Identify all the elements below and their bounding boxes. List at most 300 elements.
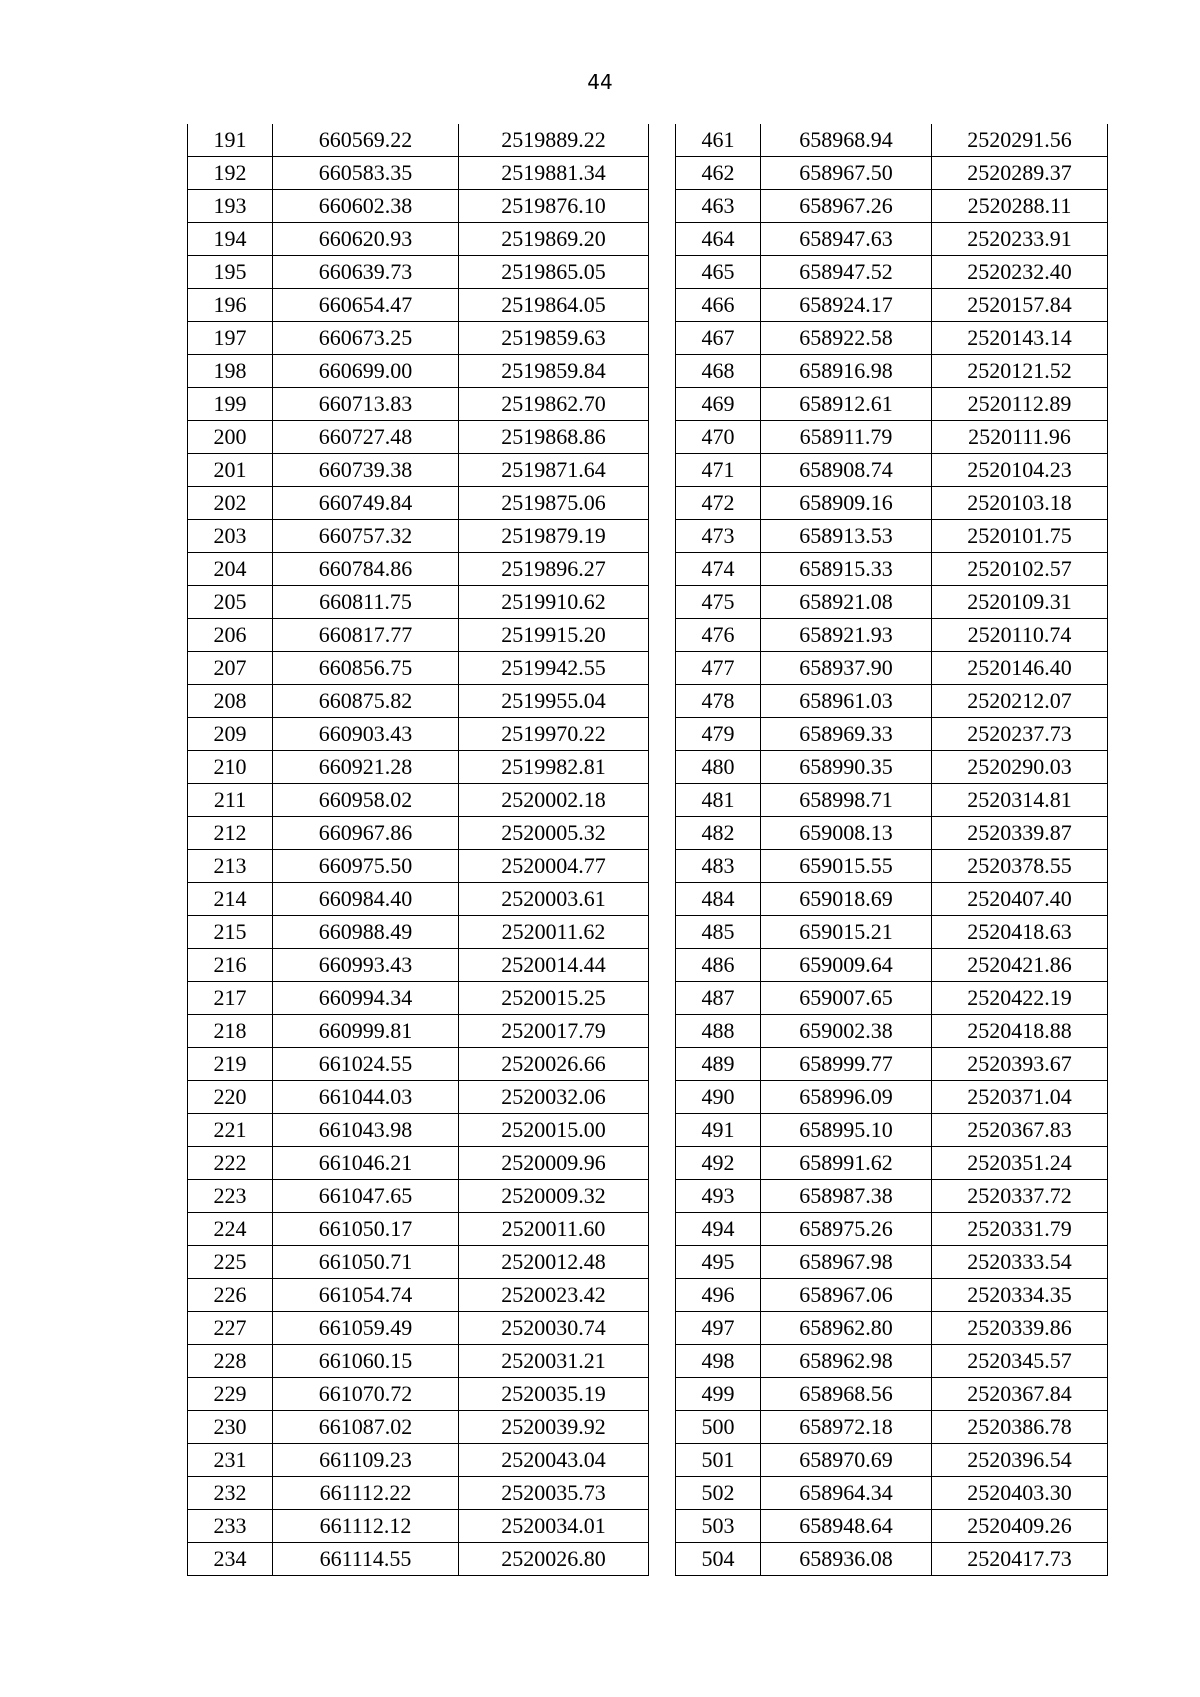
table-row	[188, 883, 649, 916]
x-coordinate-cell: 661087.02	[273, 1411, 459, 1444]
y-coordinate-cell: 2520407.40	[932, 883, 1108, 916]
table-row	[188, 1015, 649, 1048]
page-number: 44	[587, 70, 613, 94]
point-number-cell: 195	[188, 256, 273, 289]
y-coordinate-cell: 2520386.78	[932, 1411, 1108, 1444]
point-number-cell: 197	[188, 322, 273, 355]
point-number-cell: 493	[676, 1180, 761, 1213]
point-number-cell: 223	[188, 1180, 273, 1213]
x-coordinate-cell: 658911.79	[761, 421, 932, 454]
y-coordinate-cell: 2520334.35	[932, 1279, 1108, 1312]
table-row	[676, 1312, 1108, 1345]
table-row	[676, 1411, 1108, 1444]
y-coordinate-cell: 2519896.27	[459, 553, 649, 586]
table-row	[676, 553, 1108, 586]
point-number-cell: 475	[676, 586, 761, 619]
x-coordinate-cell: 658937.90	[761, 652, 932, 685]
table-row	[188, 1477, 649, 1510]
point-number-cell: 473	[676, 520, 761, 553]
table-row	[188, 256, 649, 289]
x-coordinate-cell: 658924.17	[761, 289, 932, 322]
point-number-cell: 492	[676, 1147, 761, 1180]
x-coordinate-cell: 658968.56	[761, 1378, 932, 1411]
table-row	[676, 421, 1108, 454]
x-coordinate-cell: 660817.77	[273, 619, 459, 652]
y-coordinate-cell: 2520023.42	[459, 1279, 649, 1312]
point-number-cell: 497	[676, 1312, 761, 1345]
y-coordinate-cell: 2520337.72	[932, 1180, 1108, 1213]
table-row	[188, 982, 649, 1015]
point-number-cell: 194	[188, 223, 273, 256]
table-row	[188, 1444, 649, 1477]
x-coordinate-cell: 658967.26	[761, 190, 932, 223]
point-number-cell: 229	[188, 1378, 273, 1411]
point-number-cell: 211	[188, 784, 273, 817]
point-number-cell: 465	[676, 256, 761, 289]
point-number-cell: 191	[188, 124, 273, 157]
table-row	[676, 1477, 1108, 1510]
table-row	[188, 1081, 649, 1114]
y-coordinate-cell: 2520378.55	[932, 850, 1108, 883]
x-coordinate-cell: 661059.49	[273, 1312, 459, 1345]
table-row	[188, 685, 649, 718]
x-coordinate-cell: 660999.81	[273, 1015, 459, 1048]
point-number-cell: 203	[188, 520, 273, 553]
table-row	[676, 322, 1108, 355]
point-number-cell: 464	[676, 223, 761, 256]
y-coordinate-cell: 2520288.11	[932, 190, 1108, 223]
table-row	[676, 454, 1108, 487]
table-row	[188, 421, 649, 454]
point-number-cell: 484	[676, 883, 761, 916]
table-row	[188, 487, 649, 520]
y-coordinate-cell: 2520015.00	[459, 1114, 649, 1147]
y-coordinate-cell: 2519871.64	[459, 454, 649, 487]
y-coordinate-cell: 2520017.79	[459, 1015, 649, 1048]
y-coordinate-cell: 2520031.21	[459, 1345, 649, 1378]
table-row	[676, 652, 1108, 685]
y-coordinate-cell: 2519859.84	[459, 355, 649, 388]
table-row	[676, 1279, 1108, 1312]
y-coordinate-cell: 2520418.88	[932, 1015, 1108, 1048]
y-coordinate-cell: 2520421.86	[932, 949, 1108, 982]
x-coordinate-cell: 660975.50	[273, 850, 459, 883]
x-coordinate-cell: 658975.26	[761, 1213, 932, 1246]
table-row	[188, 1114, 649, 1147]
table-row	[188, 718, 649, 751]
x-coordinate-cell: 660673.25	[273, 322, 459, 355]
y-coordinate-cell: 2520035.73	[459, 1477, 649, 1510]
table-row	[188, 652, 649, 685]
table-row	[676, 1147, 1108, 1180]
point-number-cell: 217	[188, 982, 273, 1015]
x-coordinate-cell: 659002.38	[761, 1015, 932, 1048]
y-coordinate-cell: 2520002.18	[459, 784, 649, 817]
x-coordinate-cell: 661114.55	[273, 1543, 459, 1576]
point-number-cell: 472	[676, 487, 761, 520]
table-row	[676, 223, 1108, 256]
y-coordinate-cell: 2520418.63	[932, 916, 1108, 949]
point-number-cell: 207	[188, 652, 273, 685]
y-coordinate-cell: 2520104.23	[932, 454, 1108, 487]
x-coordinate-cell: 658921.08	[761, 586, 932, 619]
y-coordinate-cell: 2520212.07	[932, 685, 1108, 718]
y-coordinate-cell: 2520157.84	[932, 289, 1108, 322]
table-row	[188, 1312, 649, 1345]
point-number-cell: 481	[676, 784, 761, 817]
y-coordinate-cell: 2520112.89	[932, 388, 1108, 421]
point-number-cell: 201	[188, 454, 273, 487]
x-coordinate-cell: 658968.94	[761, 124, 932, 157]
y-coordinate-cell: 2520422.19	[932, 982, 1108, 1015]
x-coordinate-cell: 660583.35	[273, 157, 459, 190]
table-row	[188, 289, 649, 322]
point-number-cell: 500	[676, 1411, 761, 1444]
right-coordinate-table	[675, 124, 1108, 1576]
point-number-cell: 210	[188, 751, 273, 784]
point-number-cell: 232	[188, 1477, 273, 1510]
y-coordinate-cell: 2520012.48	[459, 1246, 649, 1279]
x-coordinate-cell: 658961.03	[761, 685, 932, 718]
y-coordinate-cell: 2519868.86	[459, 421, 649, 454]
y-coordinate-cell: 2520111.96	[932, 421, 1108, 454]
x-coordinate-cell: 658962.80	[761, 1312, 932, 1345]
table-row	[676, 883, 1108, 916]
point-number-cell: 489	[676, 1048, 761, 1081]
y-coordinate-cell: 2519955.04	[459, 685, 649, 718]
table-row	[188, 190, 649, 223]
table-row	[676, 916, 1108, 949]
table-row	[676, 718, 1108, 751]
y-coordinate-cell: 2520004.77	[459, 850, 649, 883]
x-coordinate-cell: 658947.63	[761, 223, 932, 256]
y-coordinate-cell: 2520367.84	[932, 1378, 1108, 1411]
point-number-cell: 478	[676, 685, 761, 718]
x-coordinate-cell: 660921.28	[273, 751, 459, 784]
point-number-cell: 199	[188, 388, 273, 421]
y-coordinate-cell: 2519862.70	[459, 388, 649, 421]
y-coordinate-cell: 2520393.67	[932, 1048, 1108, 1081]
x-coordinate-cell: 660988.49	[273, 916, 459, 949]
x-coordinate-cell: 659015.21	[761, 916, 932, 949]
y-coordinate-cell: 2519876.10	[459, 190, 649, 223]
table-row	[188, 157, 649, 190]
y-coordinate-cell: 2520146.40	[932, 652, 1108, 685]
point-number-cell: 469	[676, 388, 761, 421]
x-coordinate-cell: 660994.34	[273, 982, 459, 1015]
x-coordinate-cell: 660654.47	[273, 289, 459, 322]
x-coordinate-cell: 659018.69	[761, 883, 932, 916]
point-number-cell: 205	[188, 586, 273, 619]
x-coordinate-cell: 658921.93	[761, 619, 932, 652]
point-number-cell: 470	[676, 421, 761, 454]
y-coordinate-cell: 2520333.54	[932, 1246, 1108, 1279]
table-row	[676, 1378, 1108, 1411]
table-row	[676, 817, 1108, 850]
point-number-cell: 504	[676, 1543, 761, 1576]
point-number-cell: 227	[188, 1312, 273, 1345]
table-row	[676, 784, 1108, 817]
table-row	[676, 586, 1108, 619]
y-coordinate-cell: 2519970.22	[459, 718, 649, 751]
point-number-cell: 467	[676, 322, 761, 355]
table-row	[676, 256, 1108, 289]
y-coordinate-cell: 2519915.20	[459, 619, 649, 652]
table-row	[676, 1246, 1108, 1279]
point-number-cell: 476	[676, 619, 761, 652]
point-number-cell: 234	[188, 1543, 273, 1576]
y-coordinate-cell: 2520014.44	[459, 949, 649, 982]
point-number-cell: 215	[188, 916, 273, 949]
point-number-cell: 479	[676, 718, 761, 751]
x-coordinate-cell: 658909.16	[761, 487, 932, 520]
table-row	[676, 751, 1108, 784]
point-number-cell: 474	[676, 553, 761, 586]
x-coordinate-cell: 660875.82	[273, 685, 459, 718]
point-number-cell: 488	[676, 1015, 761, 1048]
point-number-cell: 225	[188, 1246, 273, 1279]
x-coordinate-cell: 658916.98	[761, 355, 932, 388]
x-coordinate-cell: 658987.38	[761, 1180, 932, 1213]
point-number-cell: 487	[676, 982, 761, 1015]
point-number-cell: 482	[676, 817, 761, 850]
y-coordinate-cell: 2520026.80	[459, 1543, 649, 1576]
x-coordinate-cell: 658962.98	[761, 1345, 932, 1378]
y-coordinate-cell: 2520339.86	[932, 1312, 1108, 1345]
x-coordinate-cell: 661070.72	[273, 1378, 459, 1411]
y-coordinate-cell: 2520009.96	[459, 1147, 649, 1180]
x-coordinate-cell: 660727.48	[273, 421, 459, 454]
point-number-cell: 496	[676, 1279, 761, 1312]
x-coordinate-cell: 661044.03	[273, 1081, 459, 1114]
y-coordinate-cell: 2520409.26	[932, 1510, 1108, 1543]
x-coordinate-cell: 659009.64	[761, 949, 932, 982]
y-coordinate-cell: 2520291.56	[932, 124, 1108, 157]
x-coordinate-cell: 661060.15	[273, 1345, 459, 1378]
x-coordinate-cell: 659015.55	[761, 850, 932, 883]
x-coordinate-cell: 658991.62	[761, 1147, 932, 1180]
x-coordinate-cell: 658947.52	[761, 256, 932, 289]
table-row	[676, 1543, 1108, 1576]
y-coordinate-cell: 2520371.04	[932, 1081, 1108, 1114]
table-row	[676, 1081, 1108, 1114]
y-coordinate-cell: 2520290.03	[932, 751, 1108, 784]
table-row	[676, 1444, 1108, 1477]
point-number-cell: 221	[188, 1114, 273, 1147]
point-number-cell: 213	[188, 850, 273, 883]
y-coordinate-cell: 2520005.32	[459, 817, 649, 850]
y-coordinate-cell: 2520003.61	[459, 883, 649, 916]
y-coordinate-cell: 2519879.19	[459, 520, 649, 553]
x-coordinate-cell: 660958.02	[273, 784, 459, 817]
y-coordinate-cell: 2520110.74	[932, 619, 1108, 652]
table-row	[676, 1510, 1108, 1543]
point-number-cell: 216	[188, 949, 273, 982]
point-number-cell: 206	[188, 619, 273, 652]
table-row	[188, 1180, 649, 1213]
x-coordinate-cell: 658970.69	[761, 1444, 932, 1477]
table-row	[676, 619, 1108, 652]
table-row	[188, 586, 649, 619]
point-number-cell: 494	[676, 1213, 761, 1246]
table-row	[188, 553, 649, 586]
table-row	[188, 1048, 649, 1081]
x-coordinate-cell: 661043.98	[273, 1114, 459, 1147]
y-coordinate-cell: 2520121.52	[932, 355, 1108, 388]
y-coordinate-cell: 2520289.37	[932, 157, 1108, 190]
y-coordinate-cell: 2520032.06	[459, 1081, 649, 1114]
y-coordinate-cell: 2520331.79	[932, 1213, 1108, 1246]
table-row	[188, 388, 649, 421]
y-coordinate-cell: 2520109.31	[932, 586, 1108, 619]
x-coordinate-cell: 660993.43	[273, 949, 459, 982]
y-coordinate-cell: 2519859.63	[459, 322, 649, 355]
point-number-cell: 503	[676, 1510, 761, 1543]
point-number-cell: 218	[188, 1015, 273, 1048]
table-row	[188, 784, 649, 817]
y-coordinate-cell: 2520034.01	[459, 1510, 649, 1543]
x-coordinate-cell: 660713.83	[273, 388, 459, 421]
table-row	[188, 355, 649, 388]
table-row	[676, 520, 1108, 553]
table-row	[676, 157, 1108, 190]
point-number-cell: 209	[188, 718, 273, 751]
y-coordinate-cell: 2519889.22	[459, 124, 649, 157]
point-number-cell: 471	[676, 454, 761, 487]
table-row	[188, 619, 649, 652]
x-coordinate-cell: 661046.21	[273, 1147, 459, 1180]
y-coordinate-cell: 2520396.54	[932, 1444, 1108, 1477]
table-row	[676, 1114, 1108, 1147]
table-row	[188, 1279, 649, 1312]
table-row	[676, 1180, 1108, 1213]
point-number-cell: 483	[676, 850, 761, 883]
point-number-cell: 463	[676, 190, 761, 223]
x-coordinate-cell: 658996.09	[761, 1081, 932, 1114]
table-row	[676, 949, 1108, 982]
x-coordinate-cell: 660699.00	[273, 355, 459, 388]
point-number-cell: 193	[188, 190, 273, 223]
x-coordinate-cell: 661047.65	[273, 1180, 459, 1213]
point-number-cell: 462	[676, 157, 761, 190]
point-number-cell: 231	[188, 1444, 273, 1477]
y-coordinate-cell: 2519982.81	[459, 751, 649, 784]
x-coordinate-cell: 658998.71	[761, 784, 932, 817]
x-coordinate-cell: 659008.13	[761, 817, 932, 850]
point-number-cell: 214	[188, 883, 273, 916]
x-coordinate-cell: 658999.77	[761, 1048, 932, 1081]
y-coordinate-cell: 2520351.24	[932, 1147, 1108, 1180]
point-number-cell: 468	[676, 355, 761, 388]
y-coordinate-cell: 2519865.05	[459, 256, 649, 289]
x-coordinate-cell: 661024.55	[273, 1048, 459, 1081]
y-coordinate-cell: 2520035.19	[459, 1378, 649, 1411]
y-coordinate-cell: 2519875.06	[459, 487, 649, 520]
x-coordinate-cell: 660620.93	[273, 223, 459, 256]
point-number-cell: 192	[188, 157, 273, 190]
table-row	[188, 1213, 649, 1246]
x-coordinate-cell: 658948.64	[761, 1510, 932, 1543]
x-coordinate-cell: 658967.06	[761, 1279, 932, 1312]
y-coordinate-cell: 2520009.32	[459, 1180, 649, 1213]
y-coordinate-cell: 2520403.30	[932, 1477, 1108, 1510]
table-row	[188, 1510, 649, 1543]
point-number-cell: 480	[676, 751, 761, 784]
table-row	[188, 1411, 649, 1444]
x-coordinate-cell: 658913.53	[761, 520, 932, 553]
x-coordinate-cell: 658969.33	[761, 718, 932, 751]
point-number-cell: 202	[188, 487, 273, 520]
point-number-cell: 499	[676, 1378, 761, 1411]
point-number-cell: 226	[188, 1279, 273, 1312]
y-coordinate-cell: 2520345.57	[932, 1345, 1108, 1378]
table-row	[188, 223, 649, 256]
point-number-cell: 490	[676, 1081, 761, 1114]
table-row	[676, 982, 1108, 1015]
table-row	[188, 1345, 649, 1378]
table-row	[676, 1213, 1108, 1246]
x-coordinate-cell: 660749.84	[273, 487, 459, 520]
point-number-cell: 220	[188, 1081, 273, 1114]
point-number-cell: 495	[676, 1246, 761, 1279]
table-row	[676, 1015, 1108, 1048]
y-coordinate-cell: 2520102.57	[932, 553, 1108, 586]
x-coordinate-cell: 660739.38	[273, 454, 459, 487]
x-coordinate-cell: 661112.22	[273, 1477, 459, 1510]
x-coordinate-cell: 660757.32	[273, 520, 459, 553]
point-number-cell: 208	[188, 685, 273, 718]
y-coordinate-cell: 2519942.55	[459, 652, 649, 685]
y-coordinate-cell: 2520101.75	[932, 520, 1108, 553]
x-coordinate-cell: 658990.35	[761, 751, 932, 784]
table-row	[676, 1345, 1108, 1378]
x-coordinate-cell: 658967.98	[761, 1246, 932, 1279]
point-number-cell: 204	[188, 553, 273, 586]
x-coordinate-cell: 660569.22	[273, 124, 459, 157]
y-coordinate-cell: 2520143.14	[932, 322, 1108, 355]
y-coordinate-cell: 2520314.81	[932, 784, 1108, 817]
x-coordinate-cell: 658915.33	[761, 553, 932, 586]
point-number-cell: 230	[188, 1411, 273, 1444]
point-number-cell: 466	[676, 289, 761, 322]
point-number-cell: 198	[188, 355, 273, 388]
x-coordinate-cell: 658972.18	[761, 1411, 932, 1444]
point-number-cell: 502	[676, 1477, 761, 1510]
table-row	[188, 1147, 649, 1180]
y-coordinate-cell: 2519864.05	[459, 289, 649, 322]
table-row	[676, 190, 1108, 223]
table-row	[188, 850, 649, 883]
x-coordinate-cell: 661050.17	[273, 1213, 459, 1246]
x-coordinate-cell: 658967.50	[761, 157, 932, 190]
point-number-cell: 491	[676, 1114, 761, 1147]
y-coordinate-cell: 2520339.87	[932, 817, 1108, 850]
x-coordinate-cell: 660784.86	[273, 553, 459, 586]
table-row	[188, 916, 649, 949]
y-coordinate-cell: 2520011.60	[459, 1213, 649, 1246]
x-coordinate-cell: 661050.71	[273, 1246, 459, 1279]
x-coordinate-cell: 661112.12	[273, 1510, 459, 1543]
point-number-cell: 486	[676, 949, 761, 982]
table-row	[188, 817, 649, 850]
x-coordinate-cell: 658936.08	[761, 1543, 932, 1576]
x-coordinate-cell: 658995.10	[761, 1114, 932, 1147]
point-number-cell: 498	[676, 1345, 761, 1378]
table-row	[188, 454, 649, 487]
y-coordinate-cell: 2519869.20	[459, 223, 649, 256]
y-coordinate-cell: 2520015.25	[459, 982, 649, 1015]
y-coordinate-cell: 2520026.66	[459, 1048, 649, 1081]
